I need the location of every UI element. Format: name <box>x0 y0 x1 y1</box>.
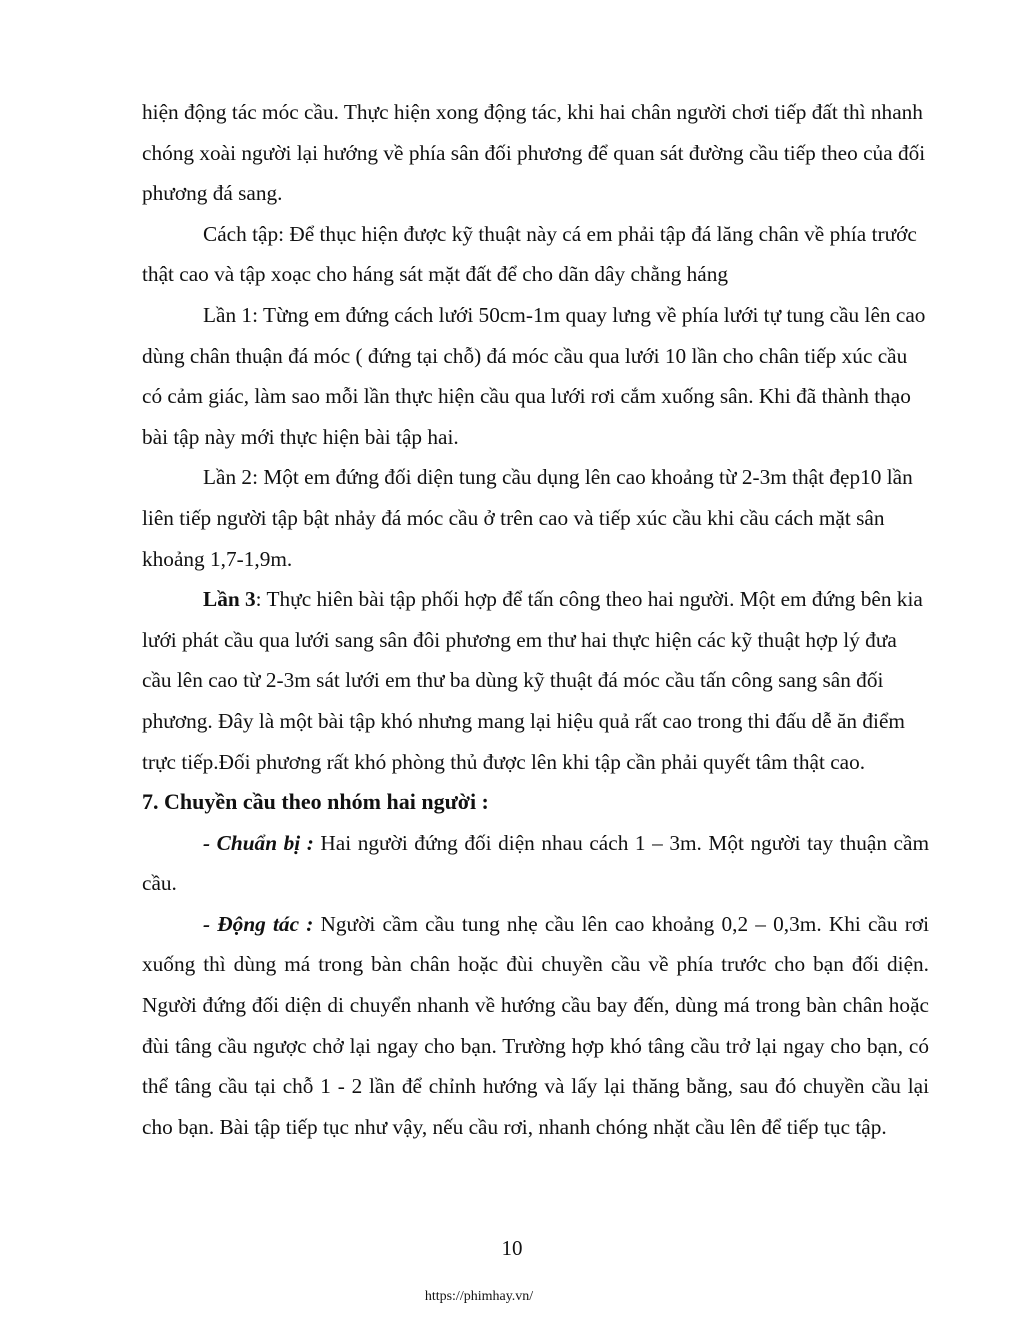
paragraph-technique <box>142 904 929 1148</box>
footer-url: https://phimhay.vn/ <box>424 1289 534 1304</box>
paragraph-preparation <box>142 823 929 904</box>
page-number: 10 <box>501 1236 523 1260</box>
technique-text: Người cầm cầu tung nhẹ cầu lên cao khoảng 0,2 – 0,3m. Khi cầu rơi xuống thì dùng má trong bàn chân hoặc đùi chuyền cầu về phía trước cho bạn đối diện. Người đứng đối diện di chuyển nhanh về hướng cầu bay đến, dùng má trong bàn chân hoặc đùi tâng cầu ngược chở lại ngay cho bạn. Trường hợp khó tâng cầu trở lại ngay cho bạn, có thể tâng cầu tại chỗ 1 - 2 lần để chỉnh hướng và lấy lại thăng bằng, sau đó chuyền cầu lại cho bạn. Bài tập tiếp tục như vậy, nếu cầu rơi, nhanh chóng nhặt cầu lên để tiếp tục tập. <box>142 911 929 1139</box>
exercise-3-text: : Thực hiên bài tập phối hợp để tấn công theo hai người. Một em đứng bên kia lưới phát cầu qua lưới sang sân đôi phương em thư hai thực hiện các kỹ thuật hợp lý đưa cầu lên cao từ 2-3m sát lưới em thư ba dùng kỹ thuật đá móc cầu tấn công sang sân đối phương. Đây là một bài tập khó nhưng mang lại hiệu quả rất cao trong thi đấu dễ ăn điểm trực tiếp.Đối phương rất khó phòng thủ được lên khi tập cần phải quyết tâm thật cao. <box>142 587 923 774</box>
paragraph-exercise-3 <box>142 579 929 782</box>
paragraph-continuation: hiện động tác móc cầu. Thực hiện xong động tác, khi hai chân người chơi tiếp đất thì nhanh chóng xoài người lại hướng về phía sân đối phương để quan sát đường cầu tiếp theo của đối phương đá sang. <box>142 100 926 206</box>
preparation-text: Hai người đứng đối diện nhau cách 1 – 3m. Một người tay thuận cầm cầu. <box>142 830 930 896</box>
paragraph-exercise-1: Lần 1: Từng em đứng cách lưới 50cm-1m quay lưng về phía lưới tự tung cầu lên cao dùng chân thuận đá móc ( đứng tại chỗ) đá móc cầu qua lưới 10 lần cho chân tiếp xúc cầu có cảm giác, làm sao mỗi lần thực hiện cầu qua lưới rơi cắm xuống sân. Khi đã thành thạo bài tập này mới thực hiện bài tập hai. <box>142 302 926 449</box>
paragraph-practice-method: Cách tập: Để thục hiện được kỹ thuật này cá em phải tập đá lăng chân về phía trước thật cao và tập xoạc cho háng sát mặt đất để cho dãn dây chằng háng <box>142 221 917 287</box>
body-text <box>142 92 929 1147</box>
exercise-3-label: Lần 3 <box>203 587 256 612</box>
technique-label: - Động tác : <box>203 911 314 936</box>
paragraph-exercise-2: Lần 2: Một em đứng đối diện tung cầu dụng lên cao khoảng từ 2-3m thật đẹp10 lần liên tiếp người tập bật nhảy đá móc cầu ở trên cao và tiếp xúc cầu khi cầu cách mặt sân khoảng 1,7-1,9m. <box>142 465 913 571</box>
preparation-label: - Chuẩn bị : <box>203 830 314 855</box>
section-heading: 7. Chuyền cầu theo nhóm hai người : <box>142 789 489 815</box>
